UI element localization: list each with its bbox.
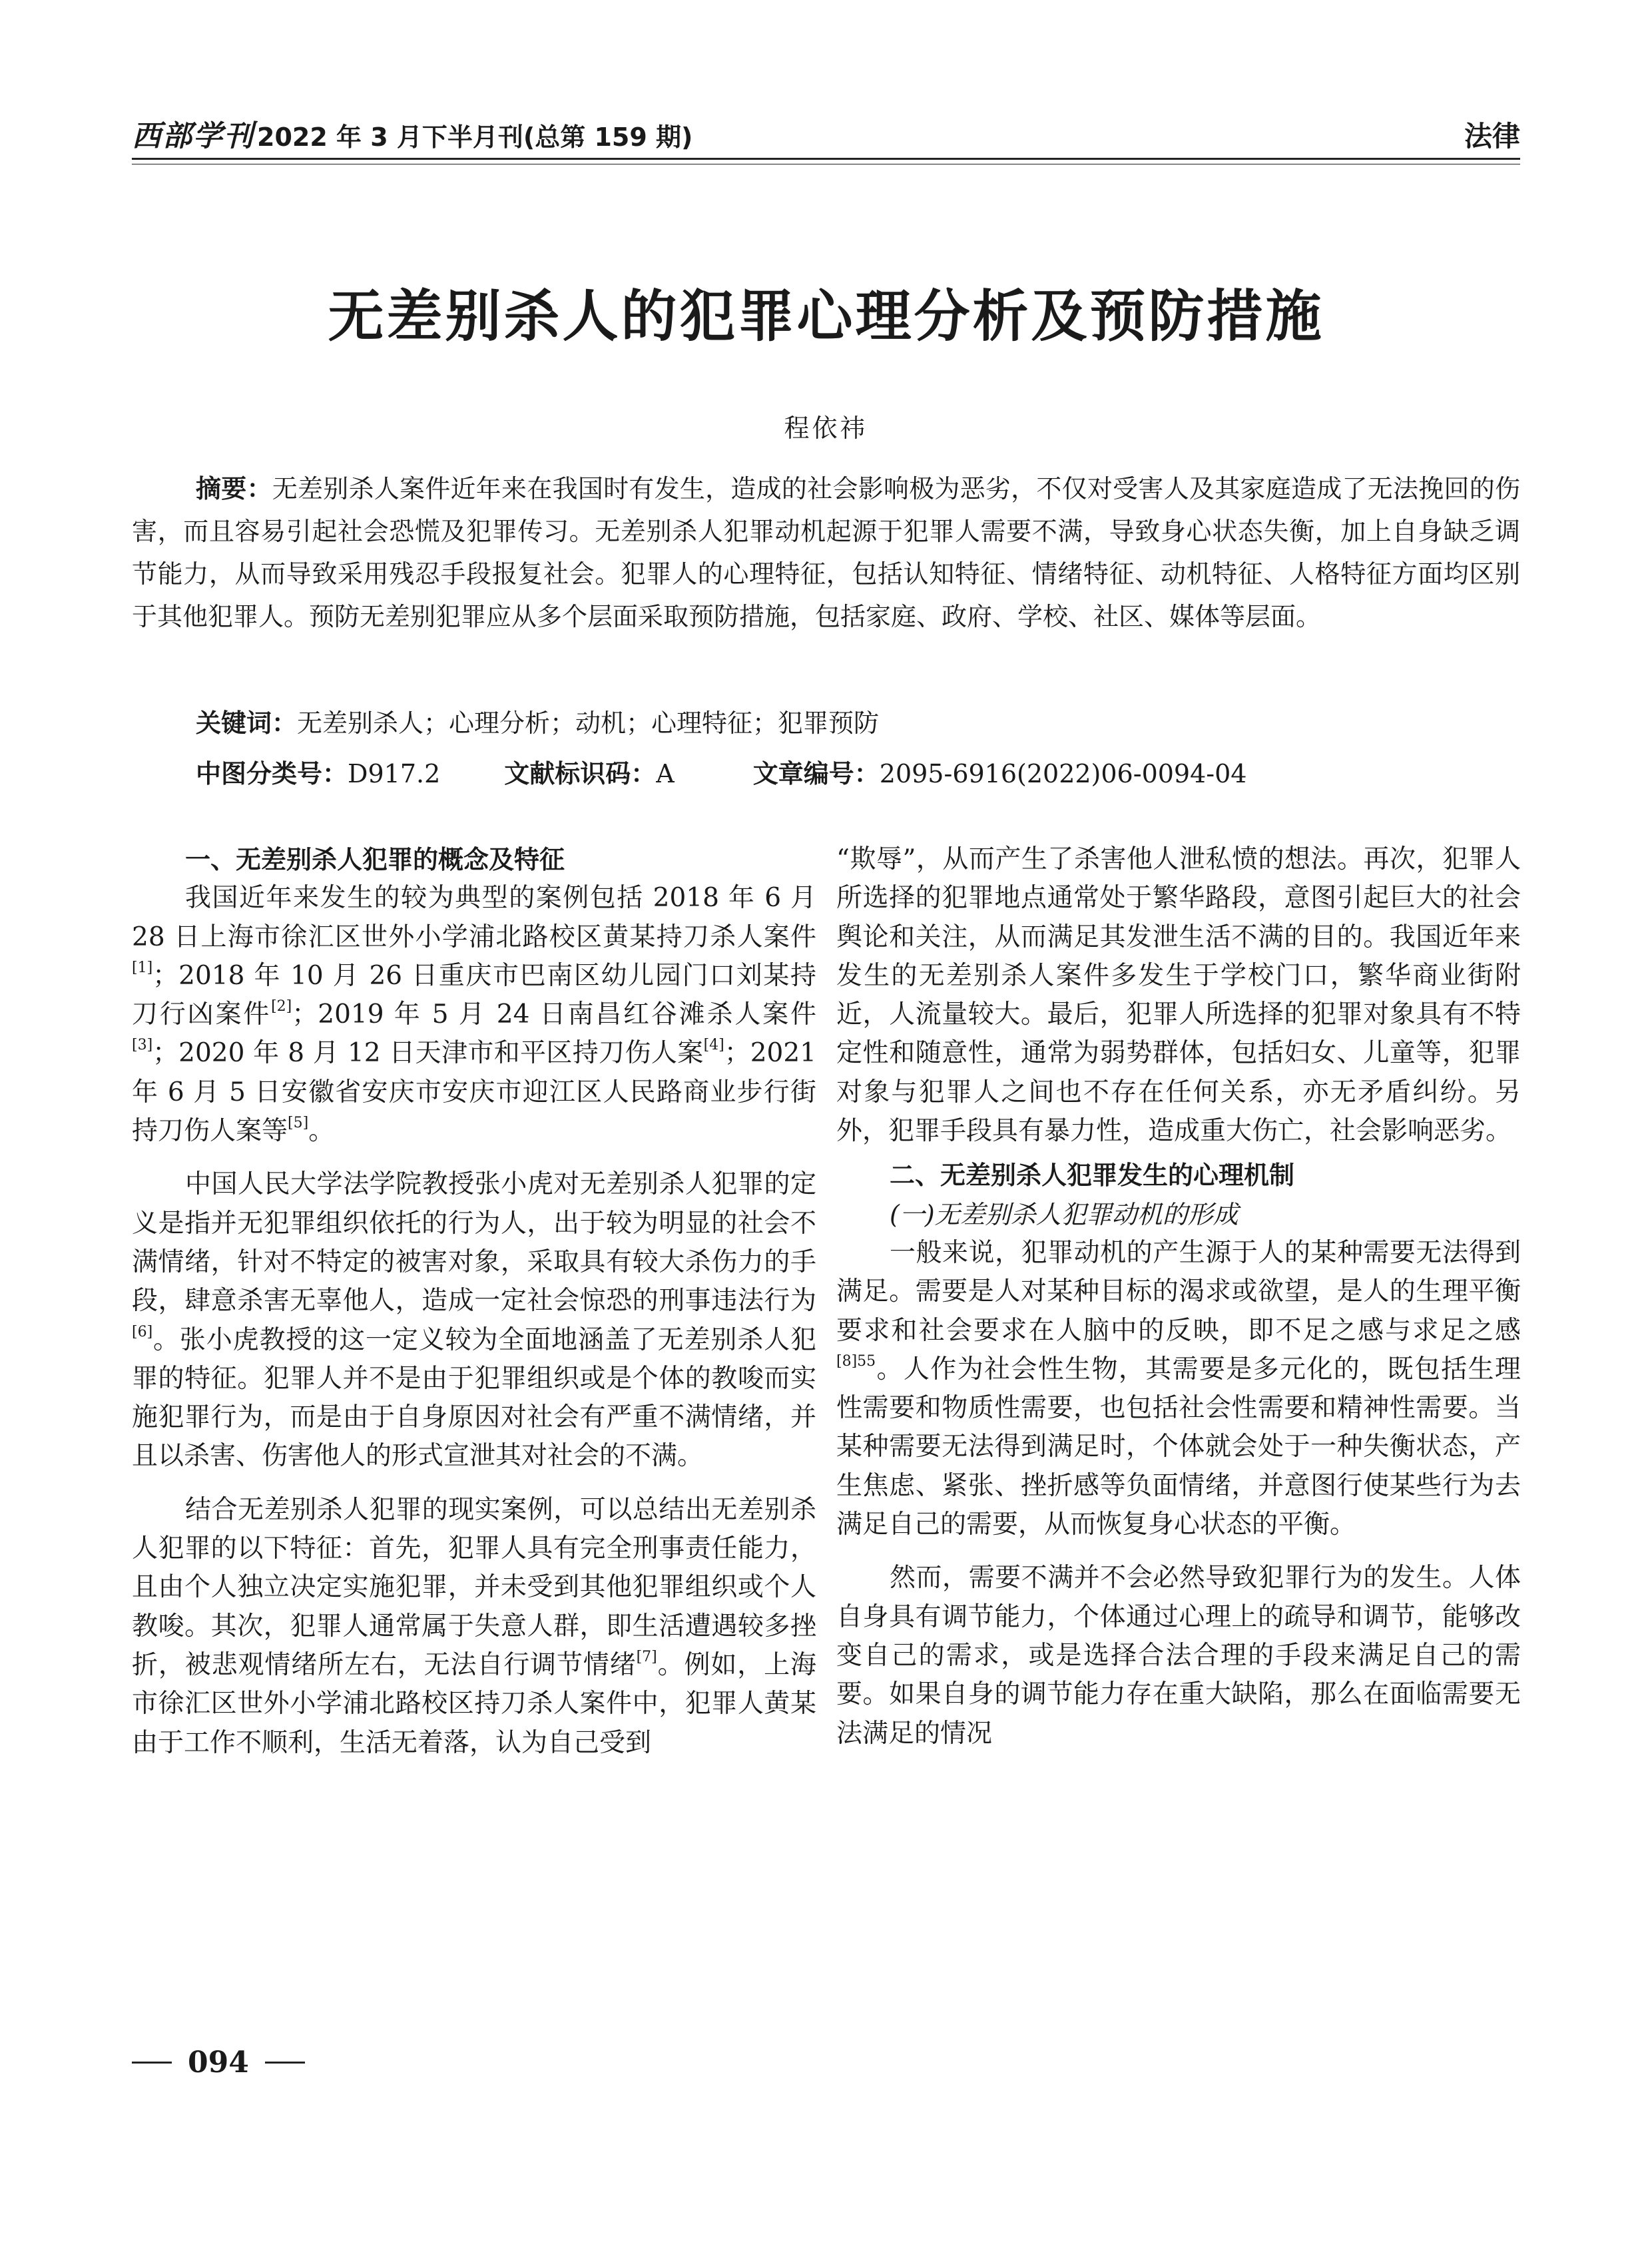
citation: [1] (132, 959, 153, 976)
keywords-label: 关键词： (196, 708, 298, 738)
text-run: 。张小虎教授的这一定义较为全面地涵盖了无差别杀人犯罪的特征。犯罪人并不是由于犯罪组织或是个体的教唆而实施犯罪行为，而是由于自身原因对社会有严重不满情绪，并且以杀害、伤害他人的形式宣泄其对社会的不满。 (132, 1324, 816, 1472)
doc-code-value: A (656, 759, 675, 788)
section-heading-2: 二、无差别杀人犯罪发生的心理机制 (890, 1161, 1295, 1191)
clc-group (196, 752, 440, 795)
citation: [4] (703, 1037, 724, 1054)
section-label: 法律 (1464, 120, 1520, 152)
citation: [5] (288, 1115, 309, 1132)
abstract (132, 467, 1520, 638)
right-paragraph-2 (836, 1234, 1521, 1544)
text-run: ；2019 年 5 月 24 日南昌红谷滩杀人案件 (292, 999, 816, 1030)
clc-label: 中图分类号： (196, 759, 348, 788)
text-run: ；2020 年 8 月 12 日天津市和平区持刀伤人案 (152, 1038, 704, 1069)
article-number-label: 文章编号： (752, 759, 880, 788)
left-paragraph-2 (132, 1165, 816, 1476)
subsection-heading-1: (一)无差别杀人犯罪动机的形成 (890, 1199, 1239, 1229)
citation: [6] (132, 1323, 153, 1340)
issue-info: 2022 年 3 月下半月刊(总第 159 期) (257, 123, 693, 152)
article-number-group (753, 752, 1247, 795)
header-rule (132, 158, 1520, 160)
page-footer (132, 2046, 305, 2080)
journal-logo: 西部学刊 (132, 119, 254, 153)
article-number-value: 2095-6916(2022)06-0094-04 (879, 759, 1247, 788)
header-left (132, 112, 692, 154)
text-run: 结合无差别杀人犯罪的现实案例，可以总结出无差别杀人犯罪的以下特征：首先，犯罪人具有完全刑事责任能力，且由个人独立决定实施犯罪，并未受到其他犯罪组织或个人教唆。其次，犯罪人通常属于失意人群，即生活遭遇较多挫折，被悲观情绪所左右，无法自行调节情绪 (132, 1494, 816, 1680)
text-run: 我国近年来发生的较为典型的案例包括 2018 年 6 月 28 日上海市徐汇区世外小学浦北路校区黄某持刀杀人案件 (132, 883, 816, 952)
text-run: 中国人民大学法学院教授张小虎对无差别杀人犯罪的定义是指并无犯罪组织依托的行为人，出于较为明显的社会不满情绪，针对不特定的被害对象，采取具有较大杀伤力的手段，肆意杀害无辜他人，造成一定社会惊恐的刑事违法行为 (132, 1169, 816, 1316)
text-run: 一般来说，犯罪动机的产生源于人的某种需要无法得到满足。需要是人对某种目标的渴求或欲望，是人的生理平衡要求和社会要求在人脑中的反映，即不足之感与求足之感 (836, 1237, 1521, 1346)
left-paragraph-1 (132, 879, 816, 1151)
text-run: 。人作为社会性生物，其需要是多元化的，既包括生理性需要和物质性需要，也包括社会性需要和精神性需要。当某种需要无法得到满足时，个体就会处于一种失衡状态，产生焦虑、紧张、挫折感等负面情绪，并意图行使某些行为去满足自己的需要，从而恢复身心状态的平衡。 (836, 1354, 1521, 1540)
right-column (836, 840, 1521, 1753)
citation: [3] (132, 1037, 153, 1054)
article-meta (196, 752, 1520, 795)
page-number: 094 (188, 2046, 249, 2080)
citation: [8]55 (836, 1352, 876, 1370)
text-run: ；2018 年 10 月 26 日重庆市巴南区幼儿园门口刘某持刀行凶案件 (132, 960, 816, 1030)
author-name: 程依祎 (784, 414, 868, 443)
right-paragraph-3: 然而，需要不满并不会必然导致犯罪行为的发生。人体自身具有调节能力，个体通过心理上的疏导和调节，能够改变自己的需求，或是选择合法合理的手段来满足自己的需要。如果自身的调节能力存在重大缺陷，那么在面临需要无法满足的情况 (836, 1563, 1521, 1749)
abstract-text: 无差别杀人案件近年来在我国时有发生，造成的社会影响极为恶劣，不仅对受害人及其家庭造成了无法挽回的伤害，而且容易引起社会恐慌及犯罪传习。无差别杀人犯罪动机起源于犯罪人需要不满，导致身心状态失衡，加上自身缺乏调节能力，从而导致采用残忍手段报复社会。犯罪人的心理特征，包括认知特征、情绪特征、动机特征、人格特征方面均区别于其他犯罪人。预防无差别犯罪应从多个层面采取预防措施，包括家庭、政府、学校、社区、媒体等层面。 (132, 474, 1520, 631)
citation: [7] (636, 1648, 657, 1665)
section-heading-1: 一、无差别杀人犯罪的概念及特征 (185, 845, 565, 874)
footer-dash-right (265, 2062, 305, 2064)
clc-value: D917.2 (348, 759, 441, 788)
text-run: 。例如，上海市徐汇区世外小学浦北路校区持刀杀人案件中，犯罪人黄某由于工作不顺利，生活无着落，认为自己受到 (132, 1649, 816, 1758)
right-paragraph-1: “欺辱”，从而产生了杀害他人泄私愤的想法。再次，犯罪人所选择的犯罪地点通常处于繁华路段，意图引起巨大的社会舆论和关注，从而满足其发泄生活不满的目的。我国近年来发生的无差别杀人案件多发生于学校门口，繁华商业街附近，人流量较大。最后，犯罪人所选择的犯罪对象具有不特定性和随意性，通常为弱势群体，包括妇女、儿童等，犯罪对象与犯罪人之间也不存在任何关系，亦无矛盾纠纷。另外，犯罪手段具有暴力性，造成重大伤亡，社会影响恶劣。 (836, 844, 1521, 1147)
doc-code-label: 文献标识码： (504, 759, 657, 788)
keywords-text: 无差别杀人；心理分析；动机；心理特征；犯罪预防 (297, 708, 880, 738)
text-run: 。 (308, 1116, 335, 1147)
article-title: 无差别杀人的犯罪心理分析及预防措施 (328, 283, 1324, 349)
doc-code-group (504, 752, 674, 795)
keywords (196, 702, 1520, 744)
left-column (132, 840, 816, 1763)
abstract-label: 摘要： (196, 474, 272, 503)
text-run: ；2021 年 6 月 5 日安徽省安庆市安庆市迎江区人民路商业步行街持刀伤人案等 (132, 1038, 816, 1147)
citation: [2] (271, 998, 292, 1015)
running-header (132, 112, 1520, 160)
footer-dash-left (132, 2062, 172, 2064)
left-paragraph-3 (132, 1491, 816, 1763)
